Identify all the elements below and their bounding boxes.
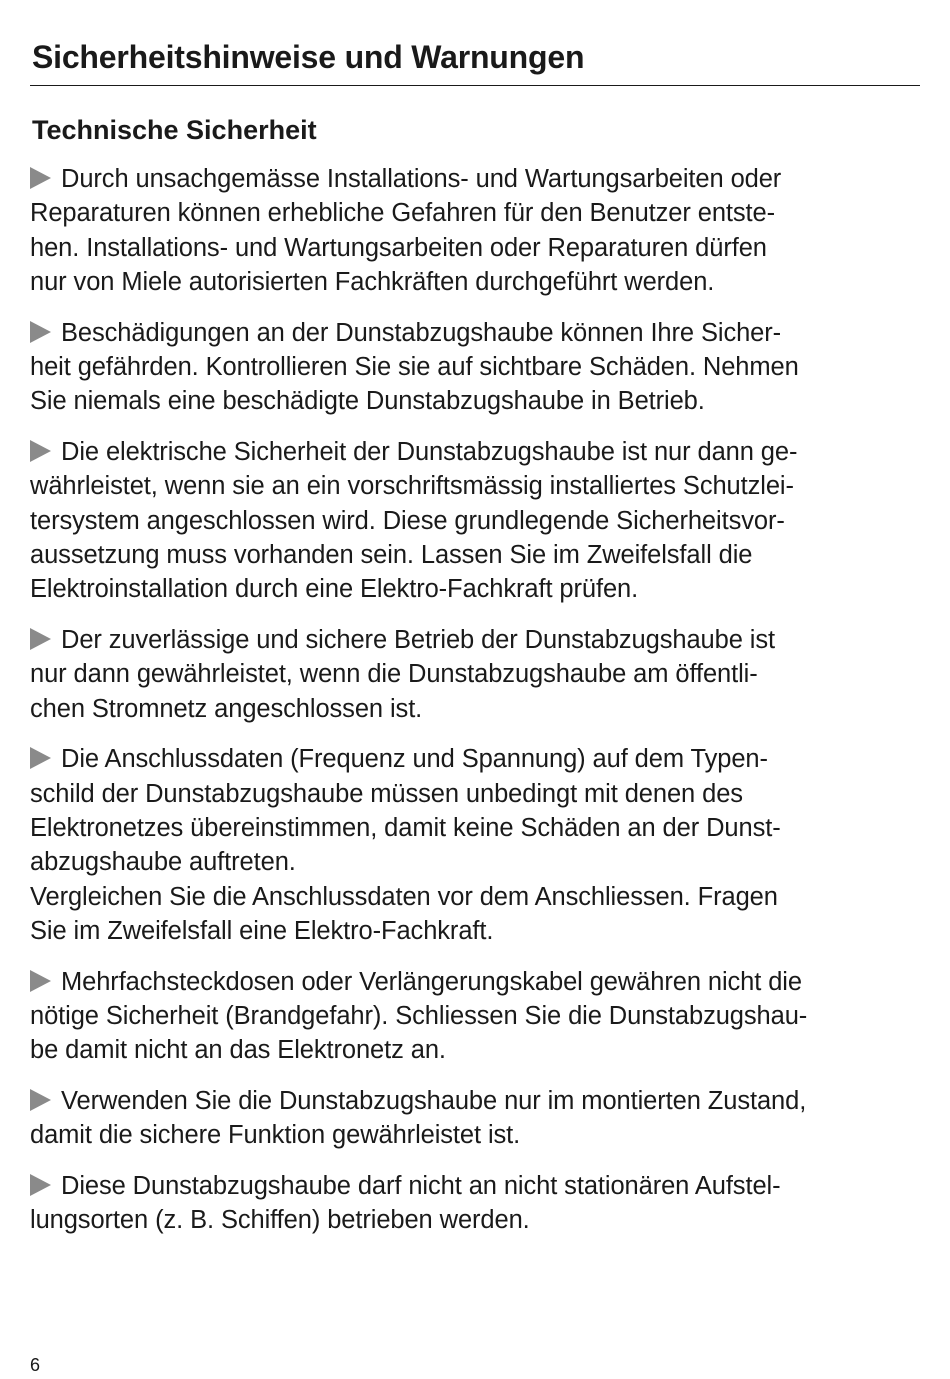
- paragraph-line-text: Mehrfachsteckdosen oder Verlängerungskabel gewähren nicht die: [61, 967, 802, 996]
- paragraph-line: [30, 845, 922, 879]
- paragraph-line-text: chen Stromnetz angeschlossen ist.: [30, 694, 423, 723]
- paragraph-line-text: Diese Dunstabzugshaube darf nicht an nicht stationären Aufstel-: [61, 1171, 781, 1200]
- safety-instruction-paragraph: [30, 1169, 922, 1238]
- play-triangle-icon: [30, 440, 51, 462]
- paragraph-line-text: aussetzung muss vorhanden sein. Lassen Sie im Zweifelsfall die: [30, 541, 753, 570]
- paragraph-line: [30, 692, 922, 726]
- paragraph-line-text: Sie im Zweifelsfall eine Elektro-Fachkraft.: [30, 917, 494, 946]
- chapter-title: Sicherheitshinweise und Warnungen: [32, 39, 585, 75]
- paragraph-line: [30, 880, 922, 914]
- paragraph-line: [30, 1118, 922, 1152]
- paragraph-line: [30, 1169, 922, 1203]
- safety-instruction-paragraph: [30, 742, 922, 948]
- paragraph-line: [30, 999, 922, 1033]
- paragraph-line-text: Der zuverlässige und sichere Betrieb der Dunstabzugshaube ist: [61, 625, 775, 654]
- paragraph-line-text: währleistet, wenn sie an ein vorschriftsmässig installiertes Schutzlei-: [30, 472, 794, 501]
- section-title: Technische Sicherheit: [32, 115, 317, 145]
- paragraph-line-text: Vergleichen Sie die Anschlussdaten vor dem Anschliessen. Fragen: [30, 882, 778, 911]
- paragraph-line: [30, 350, 922, 384]
- paragraph-line: [30, 914, 922, 948]
- play-triangle-icon: [30, 1174, 51, 1196]
- paragraph-line: [30, 162, 922, 196]
- paragraph-line: [30, 316, 922, 350]
- paragraph-line: [30, 965, 922, 999]
- paragraph-line: [30, 777, 922, 811]
- paragraph-line-text: Durch unsachgemässe Installations- und Wartungsarbeiten oder: [61, 165, 782, 193]
- safety-instruction-paragraph: [30, 162, 922, 300]
- paragraph-line-text: hen. Installations- und Wartungsarbeiten oder Reparaturen dürfen: [30, 233, 767, 262]
- paragraph-line-text: nötige Sicherheit (Brandgefahr). Schliessen Sie die Dunstabzugshau-: [30, 1001, 808, 1030]
- paragraph-line: [30, 811, 922, 845]
- safety-instruction-paragraph: [30, 316, 922, 419]
- document-page: [30, 0, 920, 1379]
- paragraph-line-text: nur von Miele autorisierten Fachkräften durchgeführt werden.: [30, 268, 715, 297]
- paragraph-line-text: Elektroinstallation durch eine Elektro-Fachkraft prüfen.: [30, 575, 639, 604]
- paragraph-line-text: Elektronetzes übereinstimmen, damit keine Schäden an der Dunst-: [30, 813, 781, 842]
- paragraph-line: [30, 1203, 922, 1237]
- paragraph-line: [30, 196, 922, 230]
- paragraph-line: [30, 265, 922, 299]
- paragraph-line-text: damit die sichere Funktion gewährleistet ist.: [30, 1121, 521, 1150]
- paragraph-line: [30, 572, 922, 606]
- play-triangle-icon: [30, 1089, 51, 1111]
- paragraph-line: [30, 384, 922, 418]
- paragraph-line: [30, 1033, 922, 1067]
- safety-instructions-list: [30, 162, 922, 1253]
- paragraph-line: [30, 1084, 922, 1118]
- header-divider: [30, 85, 920, 86]
- play-triangle-icon: [30, 747, 51, 769]
- paragraph-line: [30, 504, 922, 538]
- paragraph-line: [30, 742, 922, 776]
- play-triangle-icon: [30, 970, 51, 992]
- play-triangle-icon: [30, 321, 51, 343]
- safety-instruction-paragraph: [30, 435, 922, 607]
- paragraph-line: [30, 435, 922, 469]
- paragraph-line-text: schild der Dunstabzugshaube müssen unbedingt mit denen des: [30, 779, 743, 808]
- paragraph-line-text: be damit nicht an das Elektronetz an.: [30, 1036, 446, 1065]
- paragraph-line: [30, 538, 922, 572]
- paragraph-line: [30, 231, 922, 265]
- paragraph-line: [30, 469, 922, 503]
- paragraph-line-text: tersystem angeschlossen wird. Diese grundlegende Sicherheitsvor-: [30, 506, 785, 535]
- paragraph-line-text: Reparaturen können erhebliche Gefahren für den Benutzer entste-: [30, 199, 776, 228]
- paragraph-line-text: Die elektrische Sicherheit der Dunstabzugshaube ist nur dann ge-: [61, 437, 798, 466]
- paragraph-line-text: heit gefährden. Kontrollieren Sie sie auf sichtbare Schäden. Nehmen: [30, 353, 799, 382]
- paragraph-line-text: Sie niemals eine beschädigte Dunstabzugshaube in Betrieb.: [30, 387, 705, 416]
- safety-instruction-paragraph: [30, 1084, 922, 1153]
- safety-instruction-paragraph: [30, 965, 922, 1068]
- page-number: 6: [30, 1355, 41, 1375]
- paragraph-line-text: lungsorten (z. B. Schiffen) betrieben werden.: [30, 1205, 530, 1234]
- paragraph-line: [30, 657, 922, 691]
- paragraph-line-text: Die Anschlussdaten (Frequenz und Spannung) auf dem Typen-: [61, 745, 768, 774]
- paragraph-line-text: Beschädigungen an der Dunstabzugshaube können Ihre Sicher-: [61, 318, 782, 347]
- paragraph-line: [30, 623, 922, 657]
- play-triangle-icon: [30, 167, 51, 189]
- safety-instruction-paragraph: [30, 623, 922, 726]
- paragraph-line-text: abzugshaube auftreten.: [30, 848, 296, 877]
- paragraph-line-text: Verwenden Sie die Dunstabzugshaube nur im montierten Zustand,: [61, 1086, 807, 1115]
- paragraph-line-text: nur dann gewährleistet, wenn die Dunstabzugshaube am öffentli-: [30, 660, 758, 689]
- play-triangle-icon: [30, 628, 51, 650]
